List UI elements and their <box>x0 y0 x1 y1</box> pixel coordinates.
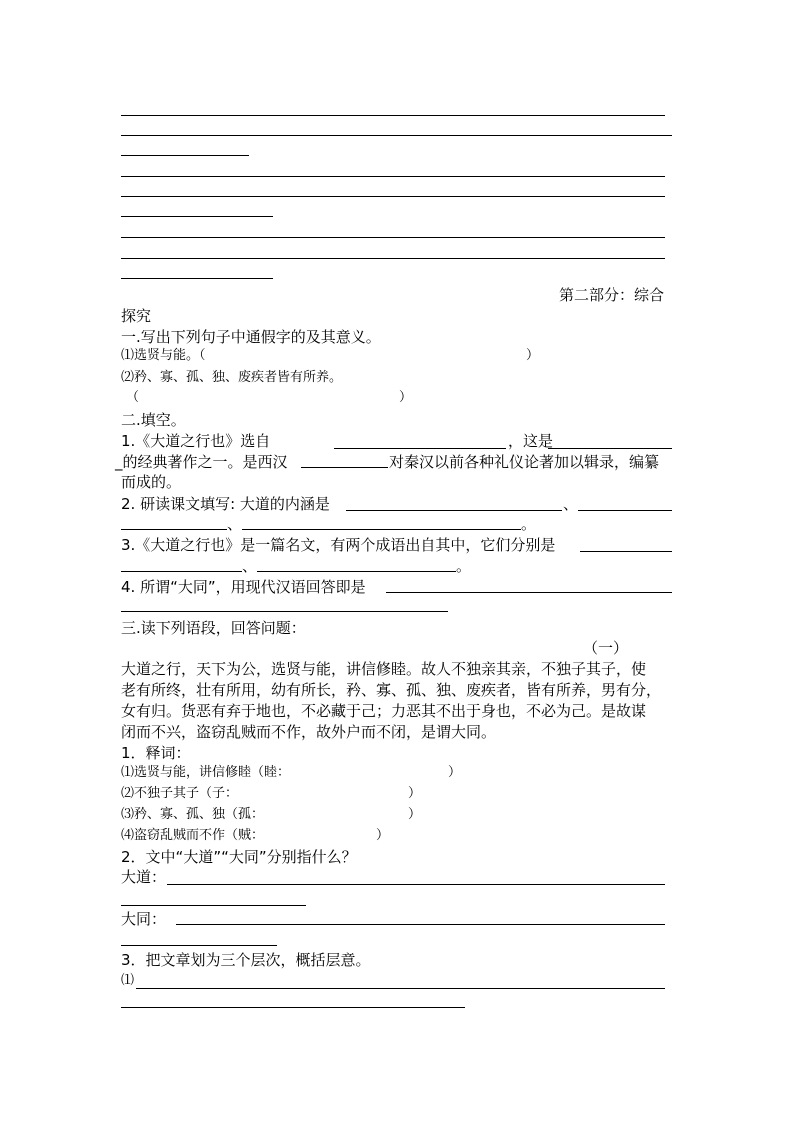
answer-line[interactable] <box>176 924 665 925</box>
part2-q4-text: 4. 所谓“大同”，用现代汉语回答即是 <box>121 578 366 596</box>
answer-line[interactable] <box>121 135 672 136</box>
answer-line[interactable] <box>121 278 273 279</box>
part3-q1-item: ⑴选贤与能，讲信修睦（睦： <box>121 765 291 780</box>
answer-line[interactable] <box>121 115 665 116</box>
answer-line[interactable] <box>121 1007 465 1008</box>
fill-blank[interactable] <box>121 611 448 612</box>
part1-q1-close: ） <box>526 348 540 363</box>
end-mark: 。 <box>521 515 537 533</box>
part2-q1-text: _的经典著作之一。是西汉 <box>115 453 288 471</box>
part3-q3-heading: 3．把文章划为三个层次，概括层意。 <box>121 951 371 969</box>
answer-line[interactable] <box>121 237 665 238</box>
part3-q2-heading: 2．文中“大道”“大同”分别指什么？ <box>121 848 357 866</box>
part1-q1: ⑴选贤与能。（ <box>121 348 206 363</box>
part3-q2-label: 大道： <box>121 868 167 886</box>
answer-line[interactable] <box>121 176 665 177</box>
part1-q2-close: ） <box>399 390 413 405</box>
answer-line[interactable] <box>121 155 249 156</box>
fill-blank[interactable] <box>121 529 227 530</box>
part3-q1-close: ） <box>448 765 462 780</box>
part3-q1-item: ⑵不独子其子（子： <box>121 786 239 801</box>
fill-blank[interactable] <box>121 571 242 572</box>
answer-line[interactable] <box>121 216 273 217</box>
section-title: 第二部分：综合 <box>559 286 665 304</box>
answer-line[interactable] <box>121 258 665 259</box>
part2-heading: 二.填空。 <box>121 411 186 429</box>
part3-q1-close: ） <box>408 786 422 801</box>
passage-line: 闭而不兴，盗窃乱贼而不作，故外户而不闭，是谓大同。 <box>121 723 497 741</box>
answer-line[interactable] <box>136 988 665 989</box>
answer-line[interactable] <box>167 884 665 885</box>
part3-q1-item: ⑷盗窃乱贼而不作（贼： <box>121 828 265 843</box>
passage-line: 大道之行，天下为公，选贤与能，讲信修睦。故人不独亲其亲，不独子其子，使 <box>121 660 647 678</box>
part3-heading: 三.读下列语段，回答问题： <box>121 619 306 637</box>
part3-q2-label: 大同： <box>121 910 167 928</box>
part2-q1-text: ，这是 <box>508 432 554 450</box>
fill-blank[interactable] <box>548 448 672 449</box>
end-mark: 。 <box>456 557 472 575</box>
separator: 、 <box>227 515 243 533</box>
part3-q1-heading: 1．释词： <box>121 744 191 762</box>
part1-q2-open: （ <box>126 390 140 405</box>
part1-q2: ⑵矜、寡、孤、独、废疾者皆有所养。 <box>121 370 343 385</box>
part2-q3-text: 3.《大道之行也》是一篇名文，有两个成语出自其中，它们分别是 <box>121 536 556 554</box>
answer-line[interactable] <box>121 905 306 906</box>
answer-line[interactable] <box>121 945 277 946</box>
fill-blank[interactable] <box>334 448 506 449</box>
part3-q1-item: ⑶矜、寡、孤、独（孤： <box>121 807 265 822</box>
passage-number: （一） <box>583 639 629 657</box>
fill-blank[interactable] <box>257 571 456 572</box>
fill-blank[interactable] <box>346 510 562 511</box>
separator: 、 <box>242 557 258 575</box>
fill-blank[interactable] <box>578 510 672 511</box>
part3-q3-item: ⑴ <box>121 973 135 988</box>
part3-q1-close: ） <box>408 807 422 822</box>
fill-blank[interactable] <box>386 592 672 593</box>
part2-q1-text: 而成的。 <box>121 473 182 491</box>
part1-heading: 一.写出下列句子中通假字的及其意义。 <box>121 328 381 346</box>
part2-q2-text: 2. 研读课文填写: 大道的内涵是 <box>121 495 330 513</box>
part2-q1-text: 1.《大道之行也》选自 <box>121 432 271 450</box>
part3-q1-close: ） <box>376 828 390 843</box>
passage-line: 老有所终，壮有所用，幼有所长，矜、寡、孤、独、废疾者，皆有所养，男有分， <box>121 681 662 699</box>
fill-blank[interactable] <box>242 529 521 530</box>
fill-blank[interactable] <box>301 467 388 468</box>
answer-line[interactable] <box>121 196 665 197</box>
section-title-cont: 探究 <box>121 307 152 325</box>
fill-blank[interactable] <box>580 551 672 552</box>
part2-q1-text: 对秦汉以前各种礼仪论著加以辑录，编纂 <box>389 453 660 471</box>
passage-line: 女有归。货恶有弃于地也，不必藏于己；力恶其不出于身也，不必为己。是故谋 <box>121 702 647 720</box>
separator: 、 <box>563 495 579 513</box>
